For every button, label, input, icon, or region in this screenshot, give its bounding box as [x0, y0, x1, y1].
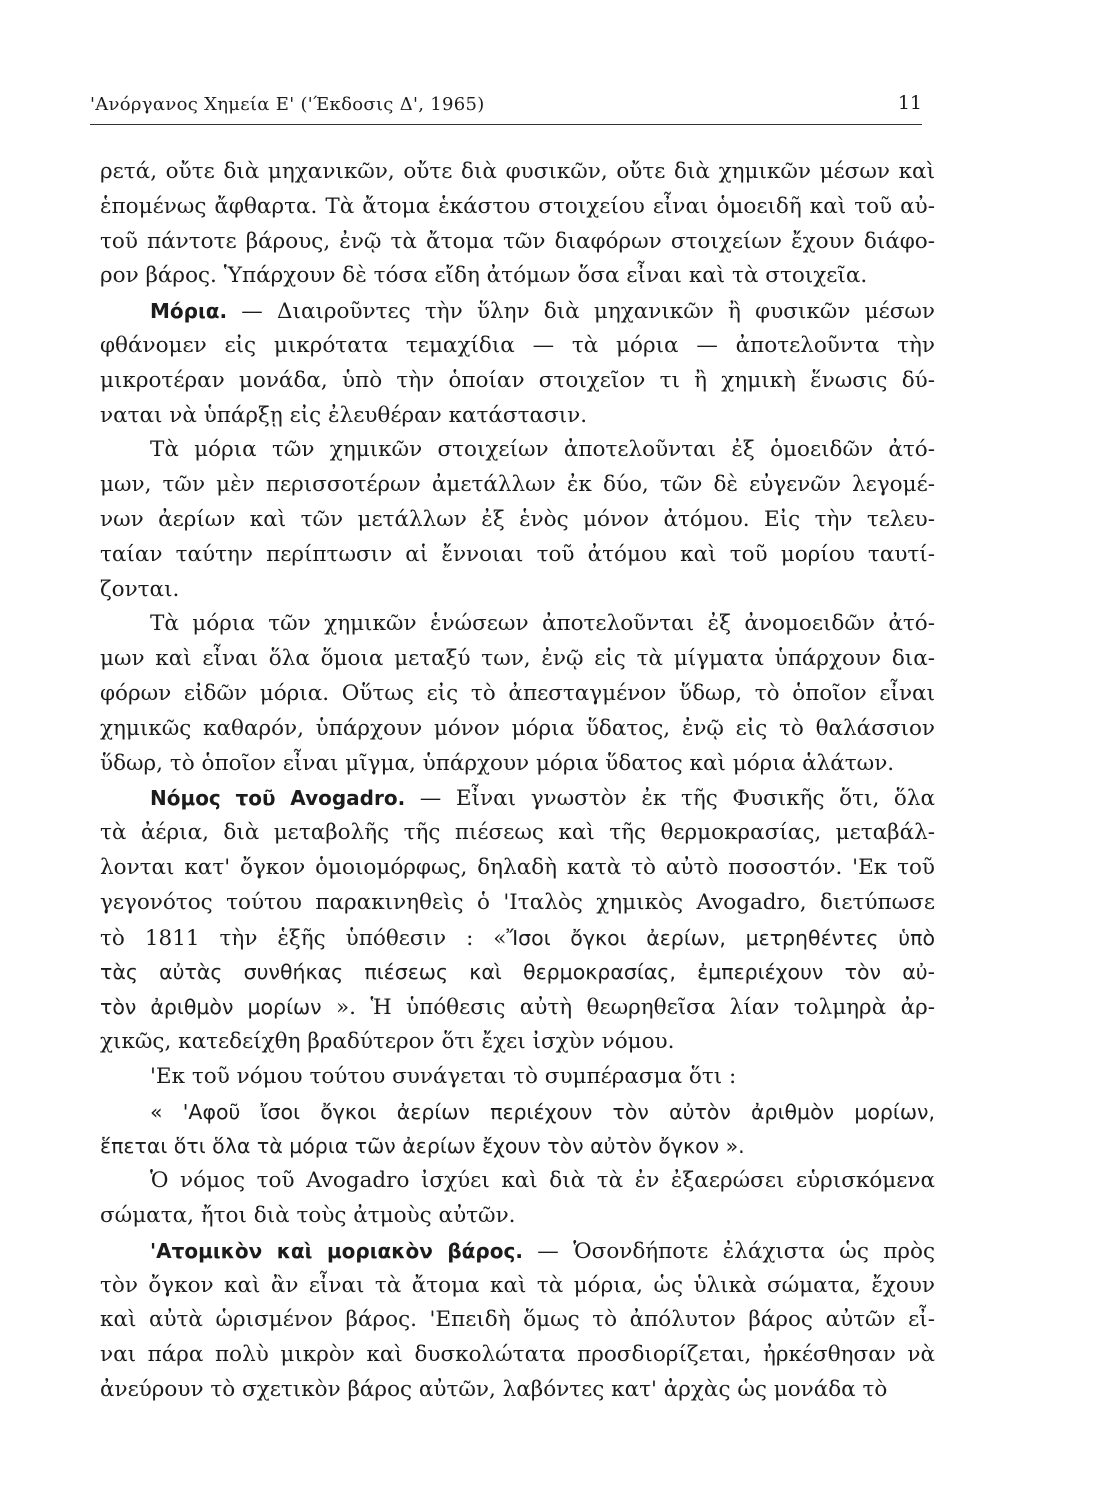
text-run: ρον βάρος. Ὑπάρχουν δὲ τόσα εἴδη ἀτόμων ὅσα εἶναι καὶ τὰ στοιχεῖα. — [100, 263, 868, 289]
body-text — [100, 155, 935, 1408]
text-line — [100, 712, 935, 747]
text-run: μων, τῶν μὲν περισσοτέρων ἀμετάλλων ἐκ δύο, τῶν δὲ εὐγενῶν λεγομέ- — [100, 472, 935, 498]
text-line — [100, 781, 935, 816]
text-line — [100, 1164, 935, 1199]
page-number: 11 — [897, 92, 922, 114]
text-run: νων ἀερίων καὶ τῶν μετάλλων ἐξ ἑνὸς μόνον ἀτόμου. Εἰς τὴν τελευ- — [100, 506, 935, 532]
quoted-text: τὸν ἀριθμὸν μορίων — [100, 995, 322, 1020]
text-run: τοῦ πάντοτε βάρους, ἐνῷ τὰ ἄτομα τῶν διαφόρων στοιχείων ἔχουν διάφο- — [100, 228, 935, 254]
text-run: ». Ἡ ὑπόθεσις αὐτὴ θεωρηθεῖσα λίαν τολμηρὰ ἀρ- — [321, 995, 935, 1021]
text-line — [100, 294, 935, 329]
text-line — [100, 851, 935, 886]
text-run: τὸ 1811 τὴν ἑξῆς ὑπόθεσιν : « — [100, 925, 507, 951]
text-line — [100, 921, 935, 956]
text-line — [100, 747, 935, 782]
text-run: καὶ αὐτὰ ὡρισμένον βάρος. 'Επειδὴ ὅμως τὸ ἀπόλυτον βάρος αὐτῶν εἶ- — [100, 1307, 935, 1333]
text-line — [100, 468, 935, 503]
text-line — [100, 329, 935, 364]
text-line — [100, 677, 935, 712]
text-line — [100, 538, 935, 573]
text-line — [100, 1303, 935, 1338]
text-line — [100, 225, 935, 260]
section-heading: 'Ατομικὸν καὶ μοριακὸν βάρος. — [150, 1238, 523, 1263]
text-line — [100, 1373, 935, 1408]
text-line — [100, 1269, 935, 1304]
text-run: φθάνομεν εἰς μικρότατα τεμαχίδια — τὰ μόρια — ἀποτελοῦντα τὴν — [100, 332, 935, 358]
text-line — [100, 1338, 935, 1373]
header-title: 'Ανόργανος Χημεία Ε' ('Έκδοσις Δ', 1965) — [90, 94, 485, 115]
text-line — [100, 1129, 935, 1164]
text-run: « 'Αφοῦ ἴσοι ὄγκοι ἀερίων περιέχουν τὸν αὐτὸν ἀριθμὸν μορίων, — [150, 1099, 935, 1124]
text-line — [100, 1095, 935, 1130]
running-header — [90, 90, 922, 125]
text-line — [100, 573, 935, 608]
text-run: ναται νὰ ὑπάρξῃ εἰς ἐλευθέραν κατάστασιν. — [100, 402, 588, 428]
text-line — [100, 607, 935, 642]
text-line — [100, 155, 935, 190]
text-run: ναι πάρα πολὺ μικρὸν καὶ δυσκολώτατα προσδιορίζεται, ἠρκέσθησαν νὰ — [100, 1342, 935, 1368]
text-run: λονται κατ' ὄγκον ὁμοιομόρφως, δηλαδὴ κατὰ τὸ αὐτὸ ποσοστόν. 'Εκ τοῦ — [100, 854, 935, 880]
text-line — [100, 1234, 935, 1269]
text-run: ἑπομένως ἄφθαρτα. Τὰ ἄτομα ἑκάστου στοιχείου εἶναι ὁμοειδῆ καὶ τοῦ αὐ- — [100, 193, 935, 219]
text-line — [100, 816, 935, 851]
text-run: σώματα, ἤτοι διὰ τοὺς ἀτμοὺς αὐτῶν. — [100, 1202, 516, 1228]
text-line — [100, 190, 935, 225]
text-run: — Διαιροῦντες τὴν ὕλην διὰ μηχανικῶν ἢ φυσικῶν μέσων — [227, 299, 935, 325]
text-run: μων καὶ εἶναι ὅλα ὅμοια μεταξύ των, ἐνῷ εἰς τὰ μίγματα ὑπάρχουν δια- — [100, 646, 935, 672]
text-run: — Ὁσονδήποτε ἐλάχιστα ὡς πρὸς — [522, 1238, 935, 1264]
text-run: χικῶς, κατεδείχθη βραδύτερον ὅτι ἔχει ἰσχὺν νόμου. — [100, 1028, 675, 1054]
text-line — [100, 1025, 935, 1060]
text-run: τὸν ὄγκον καὶ ἂν εἶναι τὰ ἄτομα καὶ τὰ μόρια, ὡς ὑλικὰ σώματα, ἔχουν — [100, 1272, 935, 1298]
text-line — [100, 259, 935, 294]
text-run: τὰς αὐτὰς συνθήκας πιέσεως καὶ θερμοκρασίας, ἐμπεριέχουν τὸν αὐ- — [100, 960, 935, 985]
text-run: 'Εκ τοῦ νόμου τούτου συνάγεται τὸ συμπέρασμα ὅτι : — [150, 1063, 737, 1089]
text-run: χημικῶς καθαρόν, ὑπάρχουν μόνον μόρια ὕδατος, ἐνῷ εἰς τὸ θαλάσσιον — [100, 715, 935, 741]
section-heading: Νόμος τοῦ Avogadro. — [150, 786, 406, 811]
text-line — [100, 364, 935, 399]
text-line — [100, 1199, 935, 1234]
text-line — [100, 433, 935, 468]
text-line — [100, 955, 935, 990]
text-run: ὕδωρ, τὸ ὁποῖον εἶναι μῖγμα, ὑπάρχουν μόρια ὕδατος καὶ μόρια ἁλάτων. — [100, 750, 895, 776]
text-run: φόρων εἰδῶν μόρια. Οὕτως εἰς τὸ ἀπεσταγμένον ὕδωρ, τὸ ὁποῖον εἶναι — [100, 680, 935, 706]
text-line — [100, 399, 935, 434]
text-run: μικροτέραν μονάδα, ὑπὸ τὴν ὁποίαν στοιχεῖον τι ἢ χημικὴ ἕνωσις δύ- — [100, 367, 935, 393]
text-run: — Εἶναι γνωστὸν ἐκ τῆς Φυσικῆς ὅτι, ὅλα — [405, 786, 935, 812]
text-run: τὰ ἀέρια, διὰ μεταβολῆς τῆς πιέσεως καὶ τῆς θερμοκρασίας, μεταβάλ- — [100, 820, 935, 846]
text-run: Τὰ μόρια τῶν χημικῶν στοιχείων ἀποτελοῦνται ἐξ ὁμοειδῶν ἀτό- — [150, 437, 935, 463]
text-run: Τὰ μόρια τῶν χημικῶν ἑνώσεων ἀποτελοῦνται ἐξ ἀνομοειδῶν ἀτό- — [150, 611, 935, 637]
text-line — [100, 642, 935, 677]
text-line — [100, 886, 935, 921]
text-run: ζονται. — [100, 576, 180, 602]
text-run: ρετά, οὔτε διὰ μηχανικῶν, οὔτε διὰ φυσικῶν, οὔτε διὰ χημικῶν μέσων καὶ — [100, 159, 935, 184]
text-run: ἀνεύρουν τὸ σχετικὸν βάρος αὐτῶν, λαβόντες κατ' ἀρχὰς ὡς μονάδα τὸ — [100, 1376, 888, 1402]
text-line — [100, 503, 935, 538]
text-run: ταίαν ταύτην περίπτωσιν αἱ ἔννοιαι τοῦ ἀτόμου καὶ τοῦ μορίου ταυτί- — [100, 541, 935, 567]
text-run: ἕπεται ὅτι ὅλα τὰ μόρια τῶν ἀερίων ἔχουν τὸν αὐτὸν ὄγκον ». — [100, 1134, 745, 1159]
quoted-text: Ἴσοι ὄγκοι ἀερίων, μετρηθέντες ὑπὸ — [506, 925, 935, 950]
text-run: γεγονότος τούτου παρακινηθεὶς ὁ 'Ιταλὸς χημικὸς Avogadro, διετύπωσε — [100, 889, 935, 915]
text-line — [100, 990, 935, 1025]
section-heading: Μόρια. — [150, 299, 228, 324]
text-line — [100, 1060, 935, 1095]
text-run: Ὁ νόμος τοῦ Avogadro ἰσχύει καὶ διὰ τὰ ἐν ἐξαερώσει εὑρισκόμενα — [150, 1168, 935, 1194]
